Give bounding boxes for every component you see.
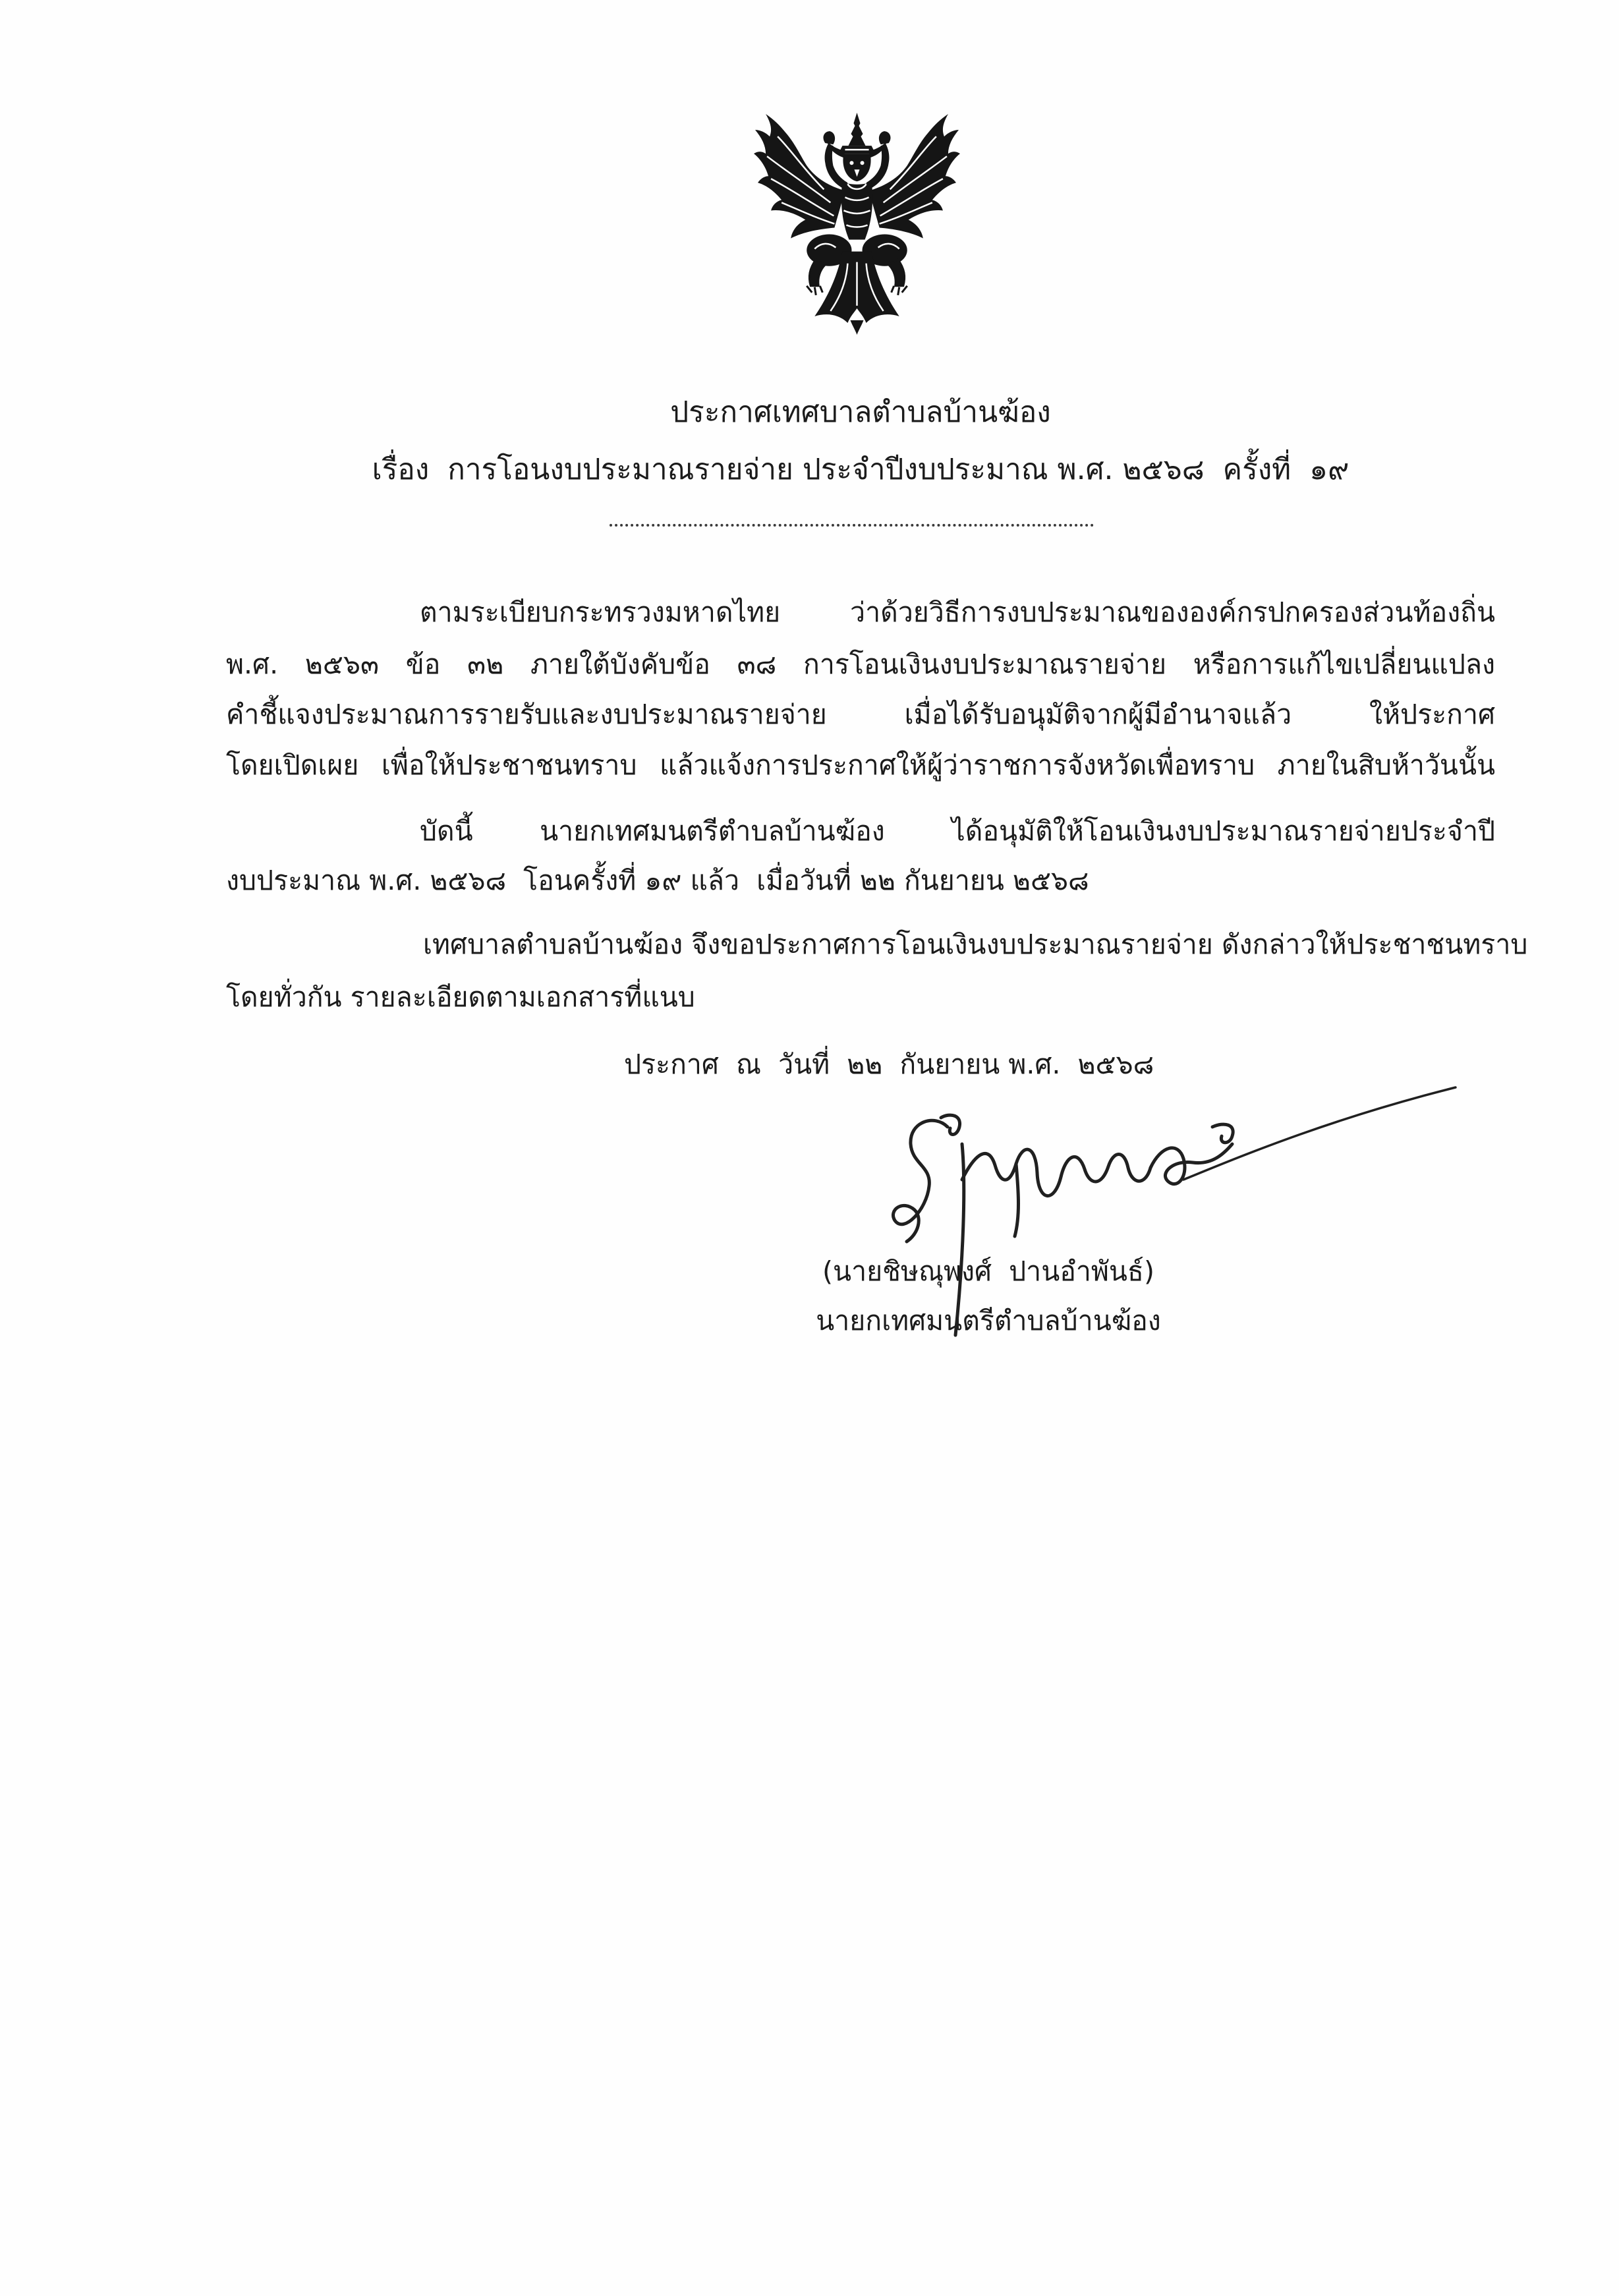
paragraph-2-line-1: บัดนี้ นายกเทศมนตรีตำบลบ้านฆ้อง ได้อนุมัติให้โอนเงินงบประมาณรายจ่ายประจำปี <box>420 815 1495 847</box>
paragraph-1-line-1: ตามระเบียบกระทรวงมหาดไทย ว่าด้วยวิธีการงบประมาณขององค์กรปกครองส่วนท้องถิ่น <box>420 596 1495 628</box>
handwritten-signature <box>863 1081 1463 1344</box>
announcement-date: ประกาศ ณ วันที่ ๒๒ กันยายน พ.ศ. ๒๕๖๘ <box>624 1048 1154 1080</box>
document-title: ประกาศเทศบาลตำบลบ้านฆ้อง <box>670 395 1051 429</box>
paragraph-1-line-2: พ.ศ. ๒๕๖๓ ข้อ ๓๒ ภายใต้บังคับข้อ ๓๘ การโอนเงินงบประมาณรายจ่าย หรือการแก้ไขเปลี่ยนแปลง <box>226 648 1495 680</box>
paragraph-1-line-4: โดยเปิดเผย เพื่อให้ประชาชนทราบ แล้วแจ้งการประกาศให้ผู้ว่าราชการจังหวัดเพื่อทราบ ภายในสิบห้าวันนั้น <box>226 749 1495 781</box>
paragraph-3-line-1: เทศบาลตำบลบ้านฆ้อง จึงขอประกาศการโอนเงินงบประมาณรายจ่าย ดังกล่าวให้ประชาชนทราบ <box>423 929 1528 960</box>
document-subject: เรื่อง การโอนงบประมาณรายจ่าย ประจำปีงบประมาณ พ.ศ. ๒๕๖๘ ครั้งที่ ๑๙ <box>372 453 1349 486</box>
signatory-position: นายกเทศมนตรีตำบลบ้านฆ้อง <box>816 1305 1161 1336</box>
title-separator <box>610 524 1094 527</box>
paragraph-1-line-3: คำชี้แจงประมาณการรายรับและงบประมาณรายจ่าย เมื่อได้รับอนุมัติจากผู้มีอำนาจแล้ว ให้ประกาศ <box>226 699 1495 730</box>
paragraph-2-line-2: งบประมาณ พ.ศ. ๒๕๖๘ โอนครั้งที่ ๑๙ แล้ว เมื่อวันที่ ๒๒ กันยายน ๒๕๖๘ <box>226 865 1089 896</box>
garuda-emblem <box>751 109 963 335</box>
paragraph-3-line-2: โดยทั่วกัน รายละเอียดตามเอกสารที่แนบ <box>226 981 695 1013</box>
signatory-name: (นายชิษณุพงศ์ ปานอำพันธ์) <box>822 1255 1154 1287</box>
